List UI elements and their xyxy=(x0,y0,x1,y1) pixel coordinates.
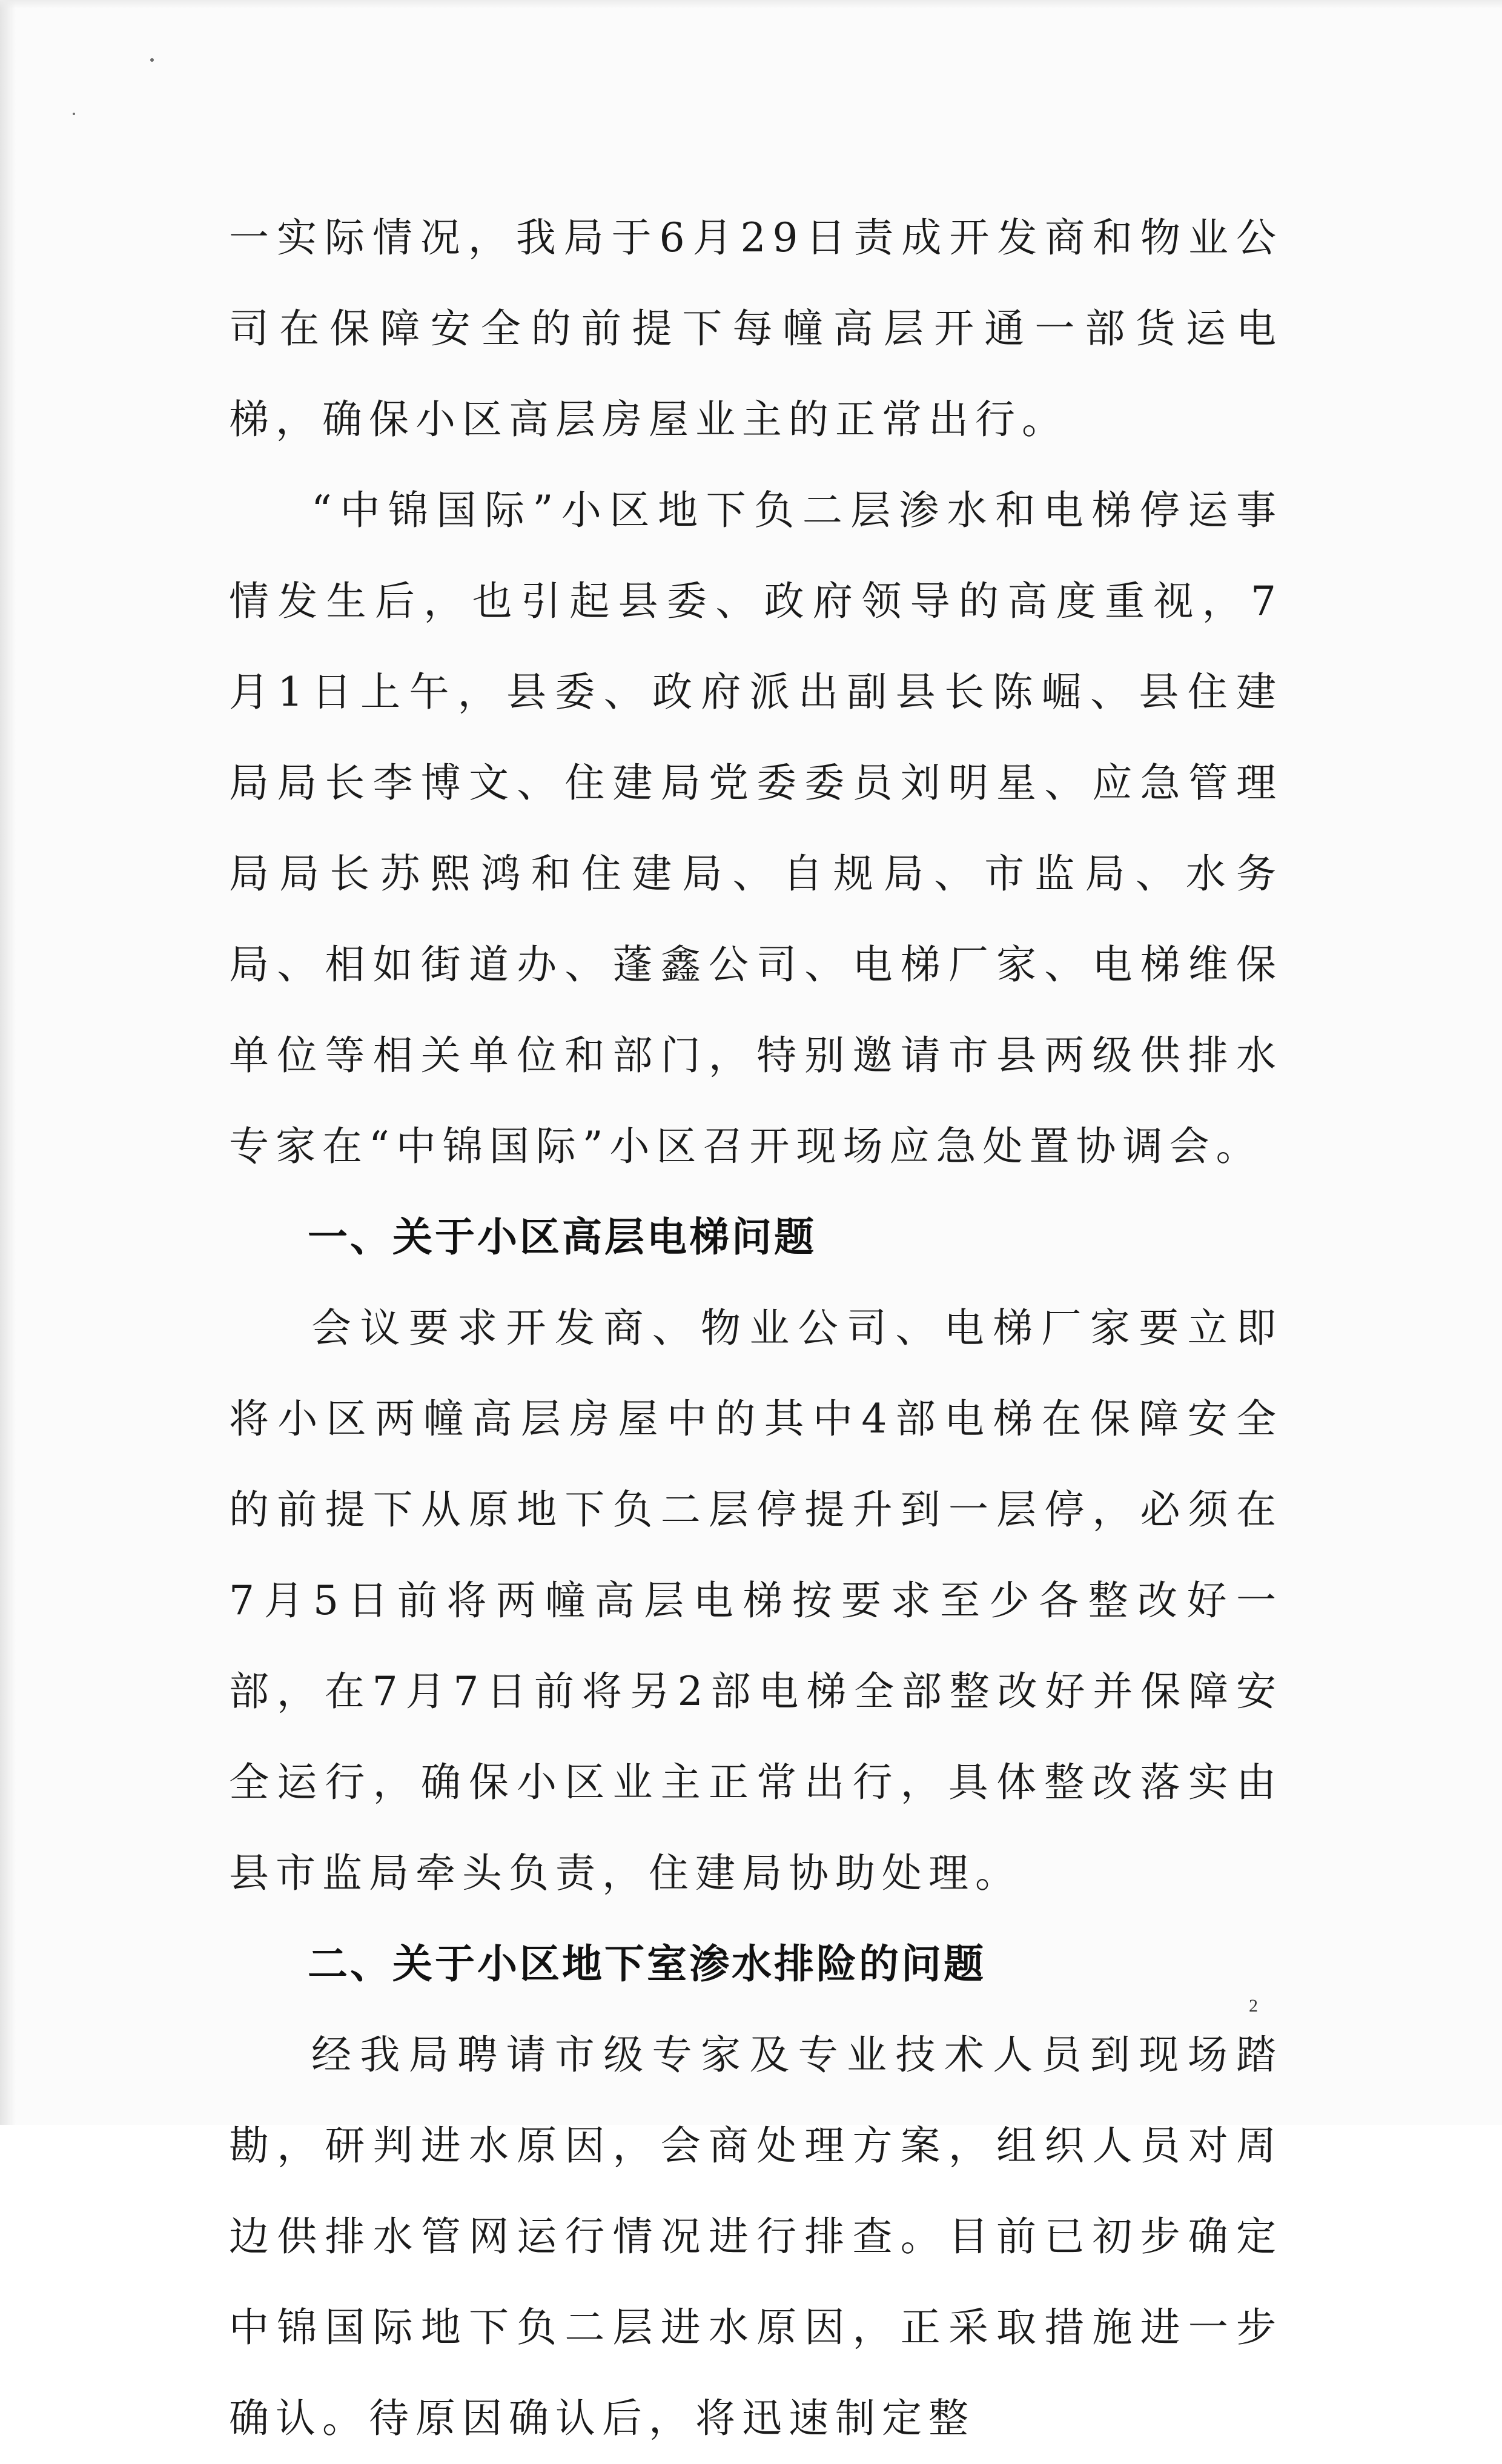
document-body xyxy=(229,193,1283,2464)
body-paragraph: 经我局聘请市级专家及专业技术人员到现场踏勘，研判进水原因，会商处理方案，组织人员对周边供排水管网运行情况进行排查。目前已初步确定中锦国际地下负二层进水原因，正采取措施进一步确认。待原因确认后，将迅速制定整 xyxy=(229,2032,1283,2442)
scan-shadow-top xyxy=(0,0,1502,8)
section-heading: 二、关于小区地下室渗水排险的问题 xyxy=(308,1941,986,1987)
body-paragraph: 一实际情况，我局于6月29日责成开发商和物业公司在保障安全的前提下每幢高层开通一部货运电梯，确保小区高层房屋业主的正常出行。 xyxy=(229,214,1283,443)
scan-speck xyxy=(150,58,154,62)
page-number: 2 xyxy=(1249,1996,1258,2016)
section-heading: 一、关于小区高层电梯问题 xyxy=(308,1214,816,1260)
body-paragraph: 会议要求开发商、物业公司、电梯厂家要立即将小区两幢高层房屋中的其中4部电梯在保障安全的前提下从原地下负二层停提升到一层停，必须在7月5日前将两幢高层电梯按要求至少各整改好一部，在7月7日前将另2部电梯全部整改好并保障安全运行，确保小区业主正常出行，具体整改落实由县市监局牵头负责，住建局协助处理。 xyxy=(229,1305,1283,1896)
body-paragraph: “中锦国际”小区地下负二层渗水和电梯停运事情发生后，也引起县委、政府领导的高度重视，7月1日上午，县委、政府派出副县长陈崛、县住建局局长李博文、住建局党委委员刘明星、应急管理局局长苏熙鸿和住建局、自规局、市监局、水务局、相如街道办、蓬鑫公司、电梯厂家、电梯维保单位等相关单位和部门，特别邀请市县两级供排水专家在“中锦国际”小区召开现场应急处置协调会。 xyxy=(229,487,1283,1170)
scan-shadow-left xyxy=(0,0,16,2125)
scan-speck xyxy=(73,113,75,115)
